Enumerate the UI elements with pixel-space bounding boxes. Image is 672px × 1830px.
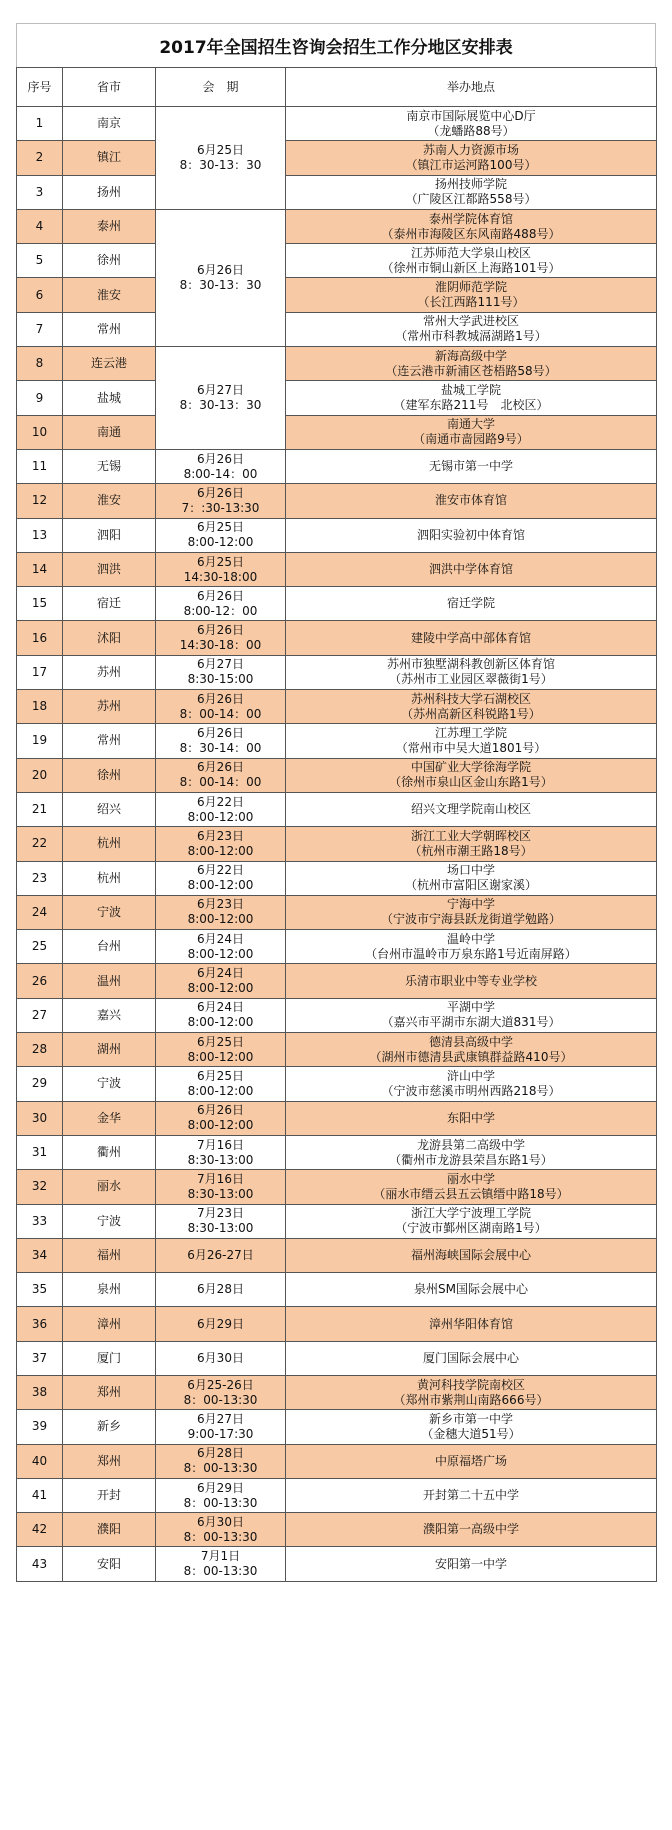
cell-venue: 新海高级中学 （连云港市新浦区苍梧路58号） — [286, 347, 657, 381]
cell-no: 21 — [17, 792, 63, 826]
cell-date: 6月26日 14:30-18：00 — [156, 621, 286, 655]
cell-date-merged: 6月25日 8：30-13：30 — [156, 107, 286, 210]
cell-city: 连云港 — [63, 347, 156, 381]
cell-venue: 江苏理工学院 （常州市中吴大道1801号） — [286, 724, 657, 758]
cell-date: 6月24日 8:00-12:00 — [156, 998, 286, 1032]
table-row — [17, 1101, 657, 1135]
table-row — [17, 1238, 657, 1272]
cell-date: 6月28日 8：00-13:30 — [156, 1444, 286, 1478]
cell-no: 28 — [17, 1033, 63, 1067]
header-date: 会 期 — [156, 68, 286, 107]
cell-city: 泗洪 — [63, 552, 156, 586]
cell-city: 丽水 — [63, 1170, 156, 1204]
cell-venue: 东阳中学 — [286, 1101, 657, 1135]
cell-city: 新乡 — [63, 1410, 156, 1444]
cell-city: 嘉兴 — [63, 998, 156, 1032]
cell-venue: 黄河科技学院南校区 （郑州市紫荆山南路666号） — [286, 1375, 657, 1409]
cell-date: 6月30日 8：00-13:30 — [156, 1513, 286, 1547]
cell-no: 2 — [17, 141, 63, 175]
cell-city: 温州 — [63, 964, 156, 998]
cell-date: 6月22日 8:00-12:00 — [156, 792, 286, 826]
page-title: 2017年全国招生咨询会招生工作分地区安排表 — [16, 23, 656, 67]
cell-city: 宁波 — [63, 1204, 156, 1238]
cell-date: 7月23日 8:30-13:00 — [156, 1204, 286, 1238]
cell-no: 25 — [17, 930, 63, 964]
table-row — [17, 1033, 657, 1067]
cell-date: 7月1日 8：00-13:30 — [156, 1547, 286, 1581]
cell-venue: 淮阴师范学院 （长江西路111号） — [286, 278, 657, 312]
cell-date: 6月26-27日 — [156, 1238, 286, 1272]
cell-venue: 中原福塔广场 — [286, 1444, 657, 1478]
cell-venue: 无锡市第一中学 — [286, 449, 657, 483]
table-row — [17, 1444, 657, 1478]
cell-venue: 泰州学院体育馆 （泰州市海陵区东风南路488号） — [286, 209, 657, 243]
cell-no: 38 — [17, 1375, 63, 1409]
cell-no: 1 — [17, 107, 63, 141]
cell-city: 开封 — [63, 1478, 156, 1512]
cell-city: 苏州 — [63, 690, 156, 724]
table-row — [17, 1547, 657, 1581]
cell-date: 7月16日 8:30-13:00 — [156, 1170, 286, 1204]
cell-no: 37 — [17, 1341, 63, 1375]
table-row — [17, 449, 657, 483]
table-row — [17, 381, 657, 415]
cell-no: 43 — [17, 1547, 63, 1581]
cell-city: 宁波 — [63, 895, 156, 929]
cell-date: 6月26日 8:00-12：00 — [156, 587, 286, 621]
cell-city: 南通 — [63, 415, 156, 449]
cell-date: 6月29日 — [156, 1307, 286, 1341]
cell-venue: 常州大学武进校区 （常州市科教城滆湖路1号） — [286, 312, 657, 346]
table-row — [17, 587, 657, 621]
cell-city: 金华 — [63, 1101, 156, 1135]
cell-venue: 丽水中学 （丽水市缙云县五云镇缙中路18号） — [286, 1170, 657, 1204]
cell-date: 6月25日 8:00-12:00 — [156, 1033, 286, 1067]
cell-venue: 福州海峡国际会展中心 — [286, 1238, 657, 1272]
cell-city: 厦门 — [63, 1341, 156, 1375]
cell-no: 39 — [17, 1410, 63, 1444]
table-row — [17, 724, 657, 758]
cell-venue: 泉州SM国际会展中心 — [286, 1273, 657, 1307]
cell-city: 衢州 — [63, 1135, 156, 1169]
cell-city: 徐州 — [63, 244, 156, 278]
table-row — [17, 1135, 657, 1169]
cell-venue: 温岭中学 （台州市温岭市万泉东路1号近南屏路） — [286, 930, 657, 964]
cell-date: 6月24日 8:00-12:00 — [156, 964, 286, 998]
cell-venue: 南通大学 （南通市啬园路9号） — [286, 415, 657, 449]
table-row — [17, 107, 657, 141]
cell-no: 6 — [17, 278, 63, 312]
header-city: 省市 — [63, 68, 156, 107]
cell-city: 福州 — [63, 1238, 156, 1272]
table-row — [17, 827, 657, 861]
cell-city: 杭州 — [63, 861, 156, 895]
cell-venue: 乐清市职业中等专业学校 — [286, 964, 657, 998]
cell-no: 14 — [17, 552, 63, 586]
cell-date: 6月27日 9:00-17:30 — [156, 1410, 286, 1444]
cell-city: 无锡 — [63, 449, 156, 483]
cell-venue: 浙江大学宁波理工学院 （宁波市鄞州区湖南路1号） — [286, 1204, 657, 1238]
cell-no: 10 — [17, 415, 63, 449]
cell-venue: 盐城工学院 （建军东路211号 北校区） — [286, 381, 657, 415]
cell-no: 40 — [17, 1444, 63, 1478]
cell-city: 淮安 — [63, 278, 156, 312]
cell-no: 36 — [17, 1307, 63, 1341]
cell-venue: 龙游县第二高级中学 （衢州市龙游县荣昌东路1号） — [286, 1135, 657, 1169]
cell-no: 16 — [17, 621, 63, 655]
cell-date-merged: 6月26日 8：30-13：30 — [156, 209, 286, 346]
cell-venue: 南京市国际展览中心D厅 （龙蟠路88号） — [286, 107, 657, 141]
table-row — [17, 1170, 657, 1204]
cell-no: 26 — [17, 964, 63, 998]
cell-city: 郑州 — [63, 1444, 156, 1478]
cell-city: 扬州 — [63, 175, 156, 209]
cell-city: 宁波 — [63, 1067, 156, 1101]
cell-venue: 泗洪中学体育馆 — [286, 552, 657, 586]
cell-no: 17 — [17, 655, 63, 689]
table-row — [17, 278, 657, 312]
cell-city: 盐城 — [63, 381, 156, 415]
cell-venue: 扬州技师学院 （广陵区江都路558号） — [286, 175, 657, 209]
cell-date: 6月25-26日 8：00-13:30 — [156, 1375, 286, 1409]
cell-date: 6月26日 7：:30-13:30 — [156, 484, 286, 518]
table-row — [17, 484, 657, 518]
cell-no: 29 — [17, 1067, 63, 1101]
cell-no: 15 — [17, 587, 63, 621]
table-row — [17, 1273, 657, 1307]
cell-no: 24 — [17, 895, 63, 929]
cell-no: 12 — [17, 484, 63, 518]
table-row — [17, 552, 657, 586]
cell-venue: 浙江工业大学朝晖校区 （杭州市潮王路18号） — [286, 827, 657, 861]
cell-no: 18 — [17, 690, 63, 724]
cell-venue: 濮阳第一高级中学 — [286, 1513, 657, 1547]
cell-city: 宿迁 — [63, 587, 156, 621]
cell-no: 8 — [17, 347, 63, 381]
cell-no: 13 — [17, 518, 63, 552]
cell-date: 6月23日 8:00-12:00 — [156, 827, 286, 861]
cell-city: 台州 — [63, 930, 156, 964]
table-row — [17, 758, 657, 792]
cell-date: 6月30日 — [156, 1341, 286, 1375]
table-row — [17, 930, 657, 964]
cell-venue: 绍兴文理学院南山校区 — [286, 792, 657, 826]
cell-no: 4 — [17, 209, 63, 243]
cell-city: 常州 — [63, 724, 156, 758]
cell-venue: 淮安市体育馆 — [286, 484, 657, 518]
cell-date: 6月26日 8：00-14：00 — [156, 690, 286, 724]
cell-date: 6月28日 — [156, 1273, 286, 1307]
table-row — [17, 1513, 657, 1547]
cell-city: 常州 — [63, 312, 156, 346]
table-row — [17, 1341, 657, 1375]
table-row — [17, 690, 657, 724]
cell-city: 郑州 — [63, 1375, 156, 1409]
cell-date: 6月25日 8:00-12:00 — [156, 1067, 286, 1101]
table-row — [17, 1204, 657, 1238]
cell-date: 6月24日 8:00-12:00 — [156, 930, 286, 964]
cell-venue: 江苏师范大学泉山校区 （徐州市铜山新区上海路101号） — [286, 244, 657, 278]
cell-city: 杭州 — [63, 827, 156, 861]
cell-city: 安阳 — [63, 1547, 156, 1581]
cell-no: 30 — [17, 1101, 63, 1135]
cell-city: 泰州 — [63, 209, 156, 243]
table-row — [17, 518, 657, 552]
table-header-row — [17, 68, 657, 107]
table-row — [17, 209, 657, 243]
table-row — [17, 792, 657, 826]
cell-city: 苏州 — [63, 655, 156, 689]
table-row — [17, 175, 657, 209]
cell-no: 20 — [17, 758, 63, 792]
cell-city: 漳州 — [63, 1307, 156, 1341]
cell-no: 7 — [17, 312, 63, 346]
table-row — [17, 244, 657, 278]
cell-no: 41 — [17, 1478, 63, 1512]
cell-no: 32 — [17, 1170, 63, 1204]
table-row — [17, 1307, 657, 1341]
cell-date: 6月25日 14:30-18:00 — [156, 552, 286, 586]
table-row — [17, 964, 657, 998]
cell-venue: 漳州华阳体育馆 — [286, 1307, 657, 1341]
table-row — [17, 621, 657, 655]
cell-date: 6月26日 8：30-14：00 — [156, 724, 286, 758]
cell-city: 沭阳 — [63, 621, 156, 655]
cell-city: 南京 — [63, 107, 156, 141]
cell-no: 23 — [17, 861, 63, 895]
cell-venue: 安阳第一中学 — [286, 1547, 657, 1581]
cell-date: 6月26日 8:00-14：00 — [156, 449, 286, 483]
cell-city: 湖州 — [63, 1033, 156, 1067]
cell-venue: 中国矿业大学徐海学院 （徐州市泉山区金山东路1号） — [286, 758, 657, 792]
cell-venue: 开封第二十五中学 — [286, 1478, 657, 1512]
cell-date: 6月22日 8:00-12:00 — [156, 861, 286, 895]
table-row — [17, 998, 657, 1032]
schedule-table — [16, 67, 657, 1582]
cell-no: 35 — [17, 1273, 63, 1307]
cell-date: 6月27日 8:30-15:00 — [156, 655, 286, 689]
cell-no: 34 — [17, 1238, 63, 1272]
cell-date: 6月29日 8：00-13:30 — [156, 1478, 286, 1512]
cell-date: 6月26日 8:00-12:00 — [156, 1101, 286, 1135]
cell-date: 6月25日 8:00-12:00 — [156, 518, 286, 552]
cell-no: 3 — [17, 175, 63, 209]
table-row — [17, 141, 657, 175]
cell-no: 31 — [17, 1135, 63, 1169]
cell-date: 6月23日 8:00-12:00 — [156, 895, 286, 929]
table-body — [17, 107, 657, 1582]
table-row — [17, 895, 657, 929]
cell-no: 22 — [17, 827, 63, 861]
header-no: 序号 — [17, 68, 63, 107]
cell-venue: 宿迁学院 — [286, 587, 657, 621]
cell-venue: 浒山中学 （宁波市慈溪市明州西路218号） — [286, 1067, 657, 1101]
cell-no: 33 — [17, 1204, 63, 1238]
cell-city: 泉州 — [63, 1273, 156, 1307]
cell-no: 42 — [17, 1513, 63, 1547]
table-row — [17, 312, 657, 346]
table-row — [17, 655, 657, 689]
table-row — [17, 415, 657, 449]
cell-date: 7月16日 8:30-13:00 — [156, 1135, 286, 1169]
cell-venue: 宁海中学 （宁波市宁海县跃龙街道学勉路） — [286, 895, 657, 929]
cell-city: 淮安 — [63, 484, 156, 518]
cell-city: 濮阳 — [63, 1513, 156, 1547]
cell-no: 27 — [17, 998, 63, 1032]
cell-venue: 苏州市独墅湖科教创新区体育馆 （苏州市工业园区翠薇街1号） — [286, 655, 657, 689]
cell-venue: 苏州科技大学石湖校区 （苏州高新区科锐路1号） — [286, 690, 657, 724]
cell-city: 绍兴 — [63, 792, 156, 826]
cell-venue: 德清县高级中学 （湖州市德清县武康镇群益路410号） — [286, 1033, 657, 1067]
table-row — [17, 347, 657, 381]
cell-no: 11 — [17, 449, 63, 483]
cell-venue: 厦门国际会展中心 — [286, 1341, 657, 1375]
table-row — [17, 1375, 657, 1409]
cell-no: 19 — [17, 724, 63, 758]
cell-date: 6月26日 8：00-14：00 — [156, 758, 286, 792]
cell-no: 9 — [17, 381, 63, 415]
cell-date-merged: 6月27日 8：30-13：30 — [156, 347, 286, 450]
table-row — [17, 1410, 657, 1444]
cell-city: 徐州 — [63, 758, 156, 792]
table-row — [17, 1067, 657, 1101]
table-row — [17, 1478, 657, 1512]
cell-city: 泗阳 — [63, 518, 156, 552]
cell-city: 镇江 — [63, 141, 156, 175]
cell-venue: 建陵中学高中部体育馆 — [286, 621, 657, 655]
cell-venue: 苏南人力资源市场 （镇江市运河路100号） — [286, 141, 657, 175]
header-venue: 举办地点 — [286, 68, 657, 107]
cell-venue: 场口中学 （杭州市富阳区谢家溪） — [286, 861, 657, 895]
cell-venue: 泗阳实验初中体育馆 — [286, 518, 657, 552]
cell-venue: 新乡市第一中学 （金穗大道51号） — [286, 1410, 657, 1444]
cell-venue: 平湖中学 （嘉兴市平湖市东湖大道831号） — [286, 998, 657, 1032]
cell-no: 5 — [17, 244, 63, 278]
table-row — [17, 861, 657, 895]
